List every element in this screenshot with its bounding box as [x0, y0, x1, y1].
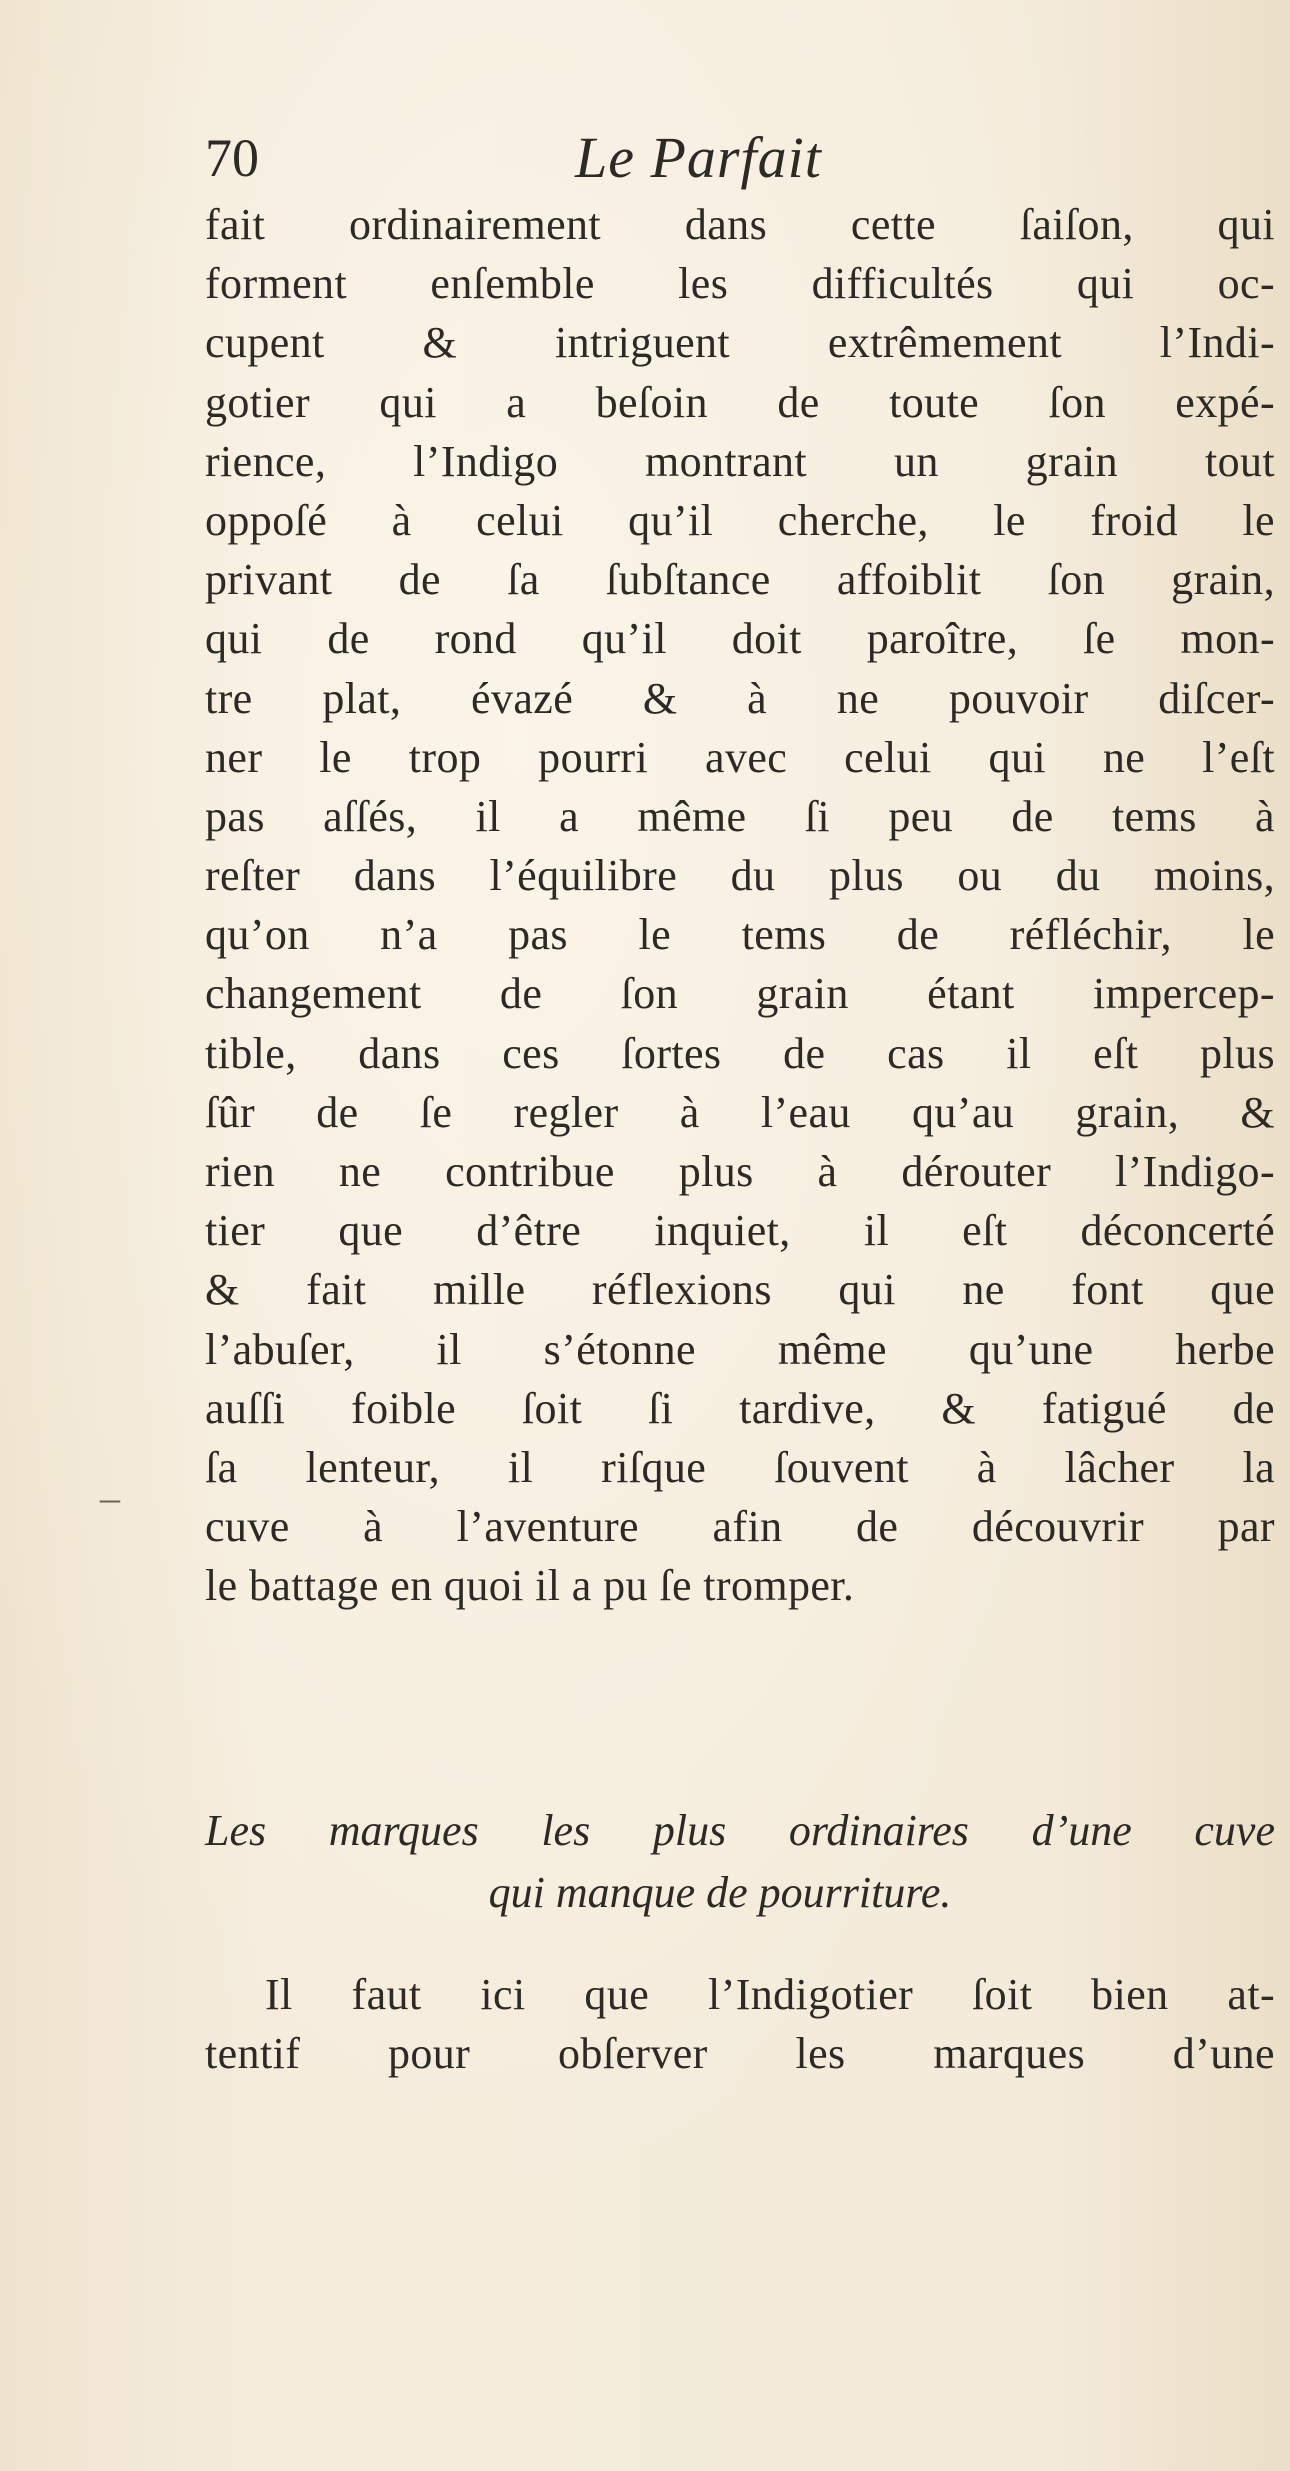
text-line: forment enſemble les difficultés qui oc-	[205, 259, 1275, 309]
text-line: tible, dans ces ſortes de cas il eſt plus	[205, 1028, 1275, 1078]
text-line: & fait mille réflexions qui ne font que	[205, 1265, 1275, 1315]
text-line: oppoſé à celui qu’il cherche, le froid le	[205, 495, 1275, 545]
text-line: rien ne contribue plus à dérouter l’Indigo-	[205, 1147, 1275, 1196]
text-line: ſûr de ſe regler à l’eau qu’au grain, &	[205, 1087, 1275, 1137]
text-line: ner le trop pourri avec celui qui ne l’eſt	[205, 732, 1275, 782]
text-line: le battage en quoi il a pu ſe tromper.	[205, 1561, 855, 1611]
text-line: qui de rond qu’il doit paroître, ſe mon-	[205, 614, 1275, 664]
paragraph-1	[205, 195, 1275, 1616]
text-line: tre plat, évazé & à ne pouvoir diſcer-	[205, 673, 1275, 723]
text-line: pas aſſés, il a même ſi peu de tems à	[205, 791, 1275, 841]
page-number: 70	[205, 128, 259, 188]
text-line: cuve à l’aventure afin de découvrir par	[205, 1502, 1275, 1552]
text-line: auſſi foible ſoit ſi tardive, & fatigué de	[205, 1383, 1275, 1433]
heading-line: qui manque de pourriture.	[488, 1868, 952, 1917]
page-header	[205, 118, 1265, 198]
text-line: qu’on n’a pas le tems de réfléchir, le	[205, 910, 1275, 960]
text-line: changement de ſon grain étant impercep-	[205, 969, 1275, 1019]
text-line: tier que d’être inquiet, il eſt déconcerté	[205, 1206, 1275, 1256]
section-heading	[205, 1800, 1275, 1924]
text-line: privant de ſa ſubſtance affoiblit ſon grain,	[205, 555, 1275, 605]
paragraph-2	[205, 1965, 1275, 2083]
text-line: Il faut ici que l’Indigotier ſoit bien at-	[265, 1970, 1275, 2019]
text-line: ſa lenteur, il riſque ſouvent à lâcher la	[205, 1442, 1275, 1492]
margin-mark: –	[100, 1475, 120, 1520]
text-line: reſter dans l’équilibre du plus ou du moins,	[205, 851, 1275, 901]
text-line: l’abuſer, il s’étonne même qu’une herbe	[205, 1324, 1275, 1374]
text-line: tentif pour obſerver les marques d’une	[205, 2029, 1275, 2079]
text-line: gotier qui a beſoin de toute ſon expé-	[205, 377, 1275, 427]
heading-line: Les marques les plus ordinaires d’une cuve	[205, 1806, 1275, 1855]
text-line: cupent & intriguent extrêmement l’Indi-	[205, 318, 1275, 368]
running-head: Le Parfait	[575, 125, 822, 190]
text-line: rience, l’Indigo montrant un grain tout	[205, 436, 1275, 486]
text-line: fait ordinairement dans cette ſaiſon, qui	[205, 200, 1275, 249]
